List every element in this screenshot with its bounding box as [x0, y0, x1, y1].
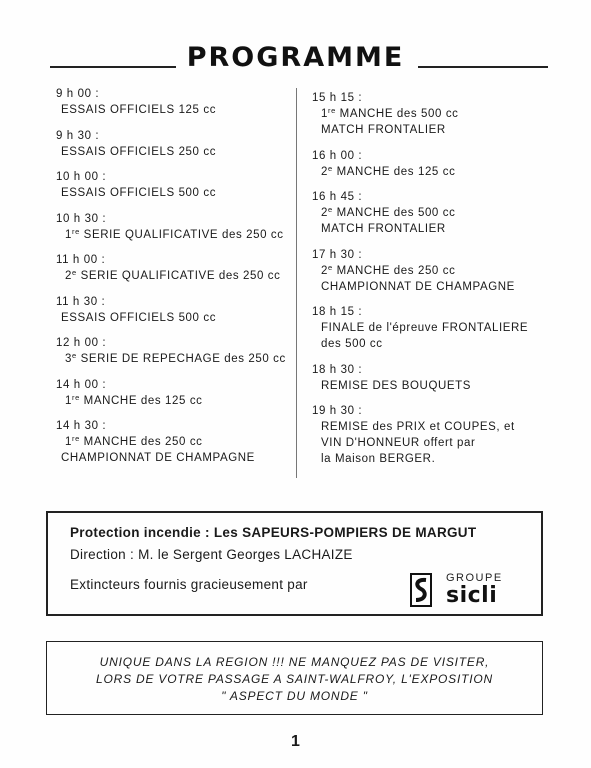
- entry-line: 1re MANCHE des 250 cc: [65, 434, 203, 448]
- fire-direction-line: Direction : M. le Sergent Georges LACHAIZE: [70, 547, 353, 562]
- fire-protection-box: [46, 511, 543, 616]
- entry-line: des 500 cc: [321, 338, 383, 350]
- notice-line: LORS DE VOTRE PASSAGE A SAINT-WALFROY, L'EXPOSITION: [96, 672, 493, 686]
- entry-time: 12 h 00 :: [56, 337, 107, 349]
- entry-time: 15 h 15 :: [312, 92, 363, 104]
- entry-time: 10 h 30 :: [56, 212, 107, 225]
- sicli-s-mark-icon: [410, 573, 432, 607]
- notice-line: UNIQUE DANS LA REGION !!! NE MANQUEZ PAS DE VISITER,: [99, 655, 490, 669]
- entry-line: 3e SERIE DE REPECHAGE des 250 cc: [65, 351, 286, 365]
- schedule-entry: [306, 90, 561, 138]
- sicli-logo: [410, 571, 536, 611]
- entry-time: 17 h 30 :: [312, 248, 363, 261]
- entry-line: 2e MANCHE des 125 cc: [321, 163, 456, 178]
- schedule-entry: [50, 128, 295, 160]
- schedule-entry: [50, 252, 295, 284]
- entry-line: ESSAIS OFFICIELS 125 cc: [61, 104, 217, 116]
- schedule-entry: [50, 211, 295, 243]
- entry-line: MATCH FRONTALIER: [321, 223, 446, 235]
- schedule-entry: [50, 418, 295, 466]
- page-title: PROGRAMME: [186, 42, 405, 73]
- logo-brand-name: sicli: [446, 583, 498, 608]
- entry-line: 1re MANCHE des 125 cc: [65, 392, 203, 407]
- entry-time: 16 h 45 :: [312, 191, 363, 203]
- entry-line: ESSAIS OFFICIELS 250 cc: [61, 145, 217, 158]
- exhibition-notice-box: [46, 641, 543, 715]
- fire-protection-heading: Protection incendie : Les SAPEURS-POMPIERS DE MARGUT: [70, 525, 477, 540]
- entry-line: CHAMPIONNAT DE CHAMPAGNE: [61, 452, 255, 464]
- schedule-entry: [306, 148, 561, 180]
- entry-line: ESSAIS OFFICIELS 500 cc: [61, 187, 217, 199]
- schedule-entry: [50, 86, 295, 118]
- title-rule-right: [418, 66, 548, 68]
- entry-line: 2e MANCHE des 500 cc: [321, 205, 456, 219]
- entry-line: VIN D'HONNEUR offert par: [321, 437, 476, 449]
- schedule-entry: [306, 403, 561, 467]
- entry-line: ESSAIS OFFICIELS 500 cc: [61, 311, 217, 324]
- entry-line: MATCH FRONTALIER: [321, 124, 446, 136]
- schedule-entry: [306, 304, 561, 352]
- entry-time: 16 h 00 :: [312, 149, 363, 162]
- logo-group-label: GROUPE: [446, 572, 503, 584]
- schedule-entry: [50, 169, 295, 201]
- entry-time: 18 h 15 :: [312, 306, 363, 318]
- entry-time: 14 h 00 :: [56, 378, 107, 391]
- entry-line: 1re SERIE QUALIFICATIVE des 250 cc: [65, 226, 284, 241]
- schedule-entry: [306, 189, 561, 237]
- entry-line: 2e MANCHE des 250 cc: [321, 262, 456, 277]
- schedule-left-column: [50, 86, 295, 476]
- entry-line: CHAMPIONNAT DE CHAMPAGNE: [321, 280, 515, 293]
- entry-time: 11 h 00 :: [56, 254, 106, 266]
- entry-time: 18 h 30 :: [312, 363, 363, 376]
- entry-line: 2e SERIE QUALIFICATIVE des 250 cc: [65, 268, 281, 282]
- entry-time: 19 h 30 :: [312, 405, 363, 417]
- entry-line: FINALE de l'épreuve FRONTALIERE: [321, 322, 529, 334]
- entry-time: 10 h 00 :: [56, 171, 107, 183]
- extinguisher-line: Extincteurs fournis gracieusement par: [70, 577, 308, 592]
- schedule-right-column: [306, 90, 561, 477]
- notice-line: " ASPECT DU MONDE ": [221, 689, 368, 703]
- entry-time: 14 h 30 :: [56, 420, 107, 432]
- entry-line: REMISE DES BOUQUETS: [321, 379, 472, 392]
- column-divider: [296, 88, 297, 478]
- schedule-entry: [50, 294, 295, 326]
- entry-time: 11 h 30 :: [56, 295, 106, 308]
- schedule-entry: [306, 247, 561, 295]
- entry-time: 9 h 30 :: [56, 129, 100, 142]
- entry-line: 1re MANCHE des 500 cc: [321, 106, 459, 120]
- page-number: 1: [291, 733, 300, 750]
- schedule-entry: [306, 362, 561, 394]
- entry-line: REMISE des PRIX et COUPES, et: [321, 421, 515, 433]
- schedule-entry: [50, 335, 295, 367]
- entry-time: 9 h 00 :: [56, 88, 100, 100]
- schedule-entry: [50, 377, 295, 409]
- entry-line: la Maison BERGER.: [321, 453, 436, 465]
